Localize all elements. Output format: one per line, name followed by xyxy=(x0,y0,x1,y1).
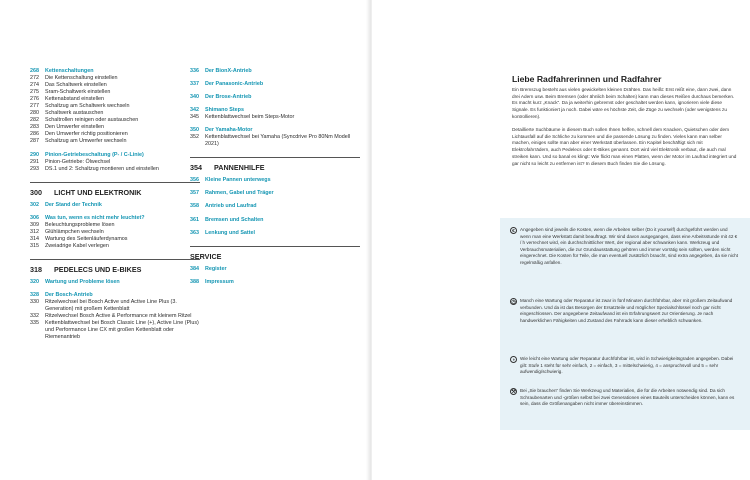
toc-section-entry xyxy=(190,127,358,134)
toc-page-number: 336 xyxy=(190,68,199,74)
toc-entry-title: Schaltzug am Umwerfer wechseln xyxy=(45,138,127,145)
toc-page-number: 357 xyxy=(190,190,199,197)
toc-page-number: 312 xyxy=(30,228,39,235)
chapter-divider xyxy=(30,182,200,183)
legend-item-tools xyxy=(510,388,738,408)
toc-page-number: 330 xyxy=(30,299,39,306)
toc-page xyxy=(0,0,370,480)
toc-page-number: 275 xyxy=(30,89,39,96)
toc-entry-title: Kettenblattwechsel bei Bosch Classic Line (+), Active Line (Plus) und Performance Line CX mit großen Kettenblatt oder Riemenantrieb xyxy=(45,320,199,341)
toc-entry-title: Kleine Pannen unterwegs xyxy=(205,177,271,184)
toc-page-number: 342 xyxy=(190,107,199,114)
toc-entry-title: Der Panasonic-Antrieb xyxy=(205,81,264,88)
toc-entry xyxy=(30,138,200,145)
toc-column-1 xyxy=(30,68,200,341)
toc-entry-title: Glühlämpchen wechseln xyxy=(45,228,104,235)
toc-page-number: 290 xyxy=(30,151,39,158)
toc-page-number: 356 xyxy=(190,177,199,184)
chapter-divider xyxy=(190,246,360,247)
toc-entry-title: Der Yamaha-Motor xyxy=(205,127,253,134)
toc-page-number: 363 xyxy=(190,229,199,236)
toc-entry-title: Pinion-Getriebeschaltung (P- / C-Linie) xyxy=(45,151,144,158)
legend-text: Bei „Sie brauchen“ finden Sie Werkzeug und Materialien, die für die Arbeiten notwendig sind. Da sich Schraubenarten und -größen selbst bei zwei Generationen eines Bauteils unterscheiden können, kann es sein, dass die Größenangaben nicht immer übereinstimmen. xyxy=(520,388,735,407)
legend-item-time xyxy=(510,298,738,324)
toc-page-number: 328 xyxy=(30,291,39,298)
toc-page-number: 272 xyxy=(30,75,39,82)
chapter-divider xyxy=(190,157,360,158)
legend-infobox xyxy=(500,218,750,430)
chapter-page-number: 318 xyxy=(30,264,42,274)
toc-entry xyxy=(30,110,200,117)
euro-icon: € xyxy=(510,227,517,234)
toc-entry xyxy=(30,222,200,229)
toc-page-number: 276 xyxy=(30,96,39,103)
toc-page-number: 352 xyxy=(190,134,199,141)
toc-section-entry xyxy=(30,279,200,286)
toc-entry-title: Pinion-Getriebe: Ölwechsel xyxy=(45,158,111,165)
toc-page-number: 268 xyxy=(30,68,39,74)
toc-entry-title: Die Kettenschaltung einstellen xyxy=(45,75,118,82)
toc-section-entry xyxy=(30,202,200,209)
toc-entry-title: DS.1 und 2: Schaltzug montieren und einstellen xyxy=(45,165,159,172)
toc-entry xyxy=(30,124,200,131)
toc-entry xyxy=(30,229,200,236)
toc-page-number: 286 xyxy=(30,131,39,138)
toc-page-number: 388 xyxy=(190,278,199,285)
foreword-body xyxy=(512,87,738,174)
toc-section-entry xyxy=(190,230,358,237)
toc-page-number: 287 xyxy=(30,138,39,145)
toc-section-entry xyxy=(190,81,358,88)
toc-page-number: 274 xyxy=(30,82,39,89)
toc-page-number: 315 xyxy=(30,242,39,249)
toc-entry-title: Kettenabstand einstellen xyxy=(45,96,105,103)
toc-entry-title: Den Umwerfer richtig positionieren xyxy=(45,131,128,138)
toc-entry xyxy=(30,159,200,166)
toc-page-number: 309 xyxy=(30,221,39,228)
chapter-divider xyxy=(30,259,200,260)
toc-page-number: 306 xyxy=(30,214,39,221)
toc-page-number: 345 xyxy=(190,114,199,121)
toc-entry-title: Register xyxy=(205,265,227,272)
toc-entry-title: Zweiadrige Kabel verlegen xyxy=(45,242,109,249)
toc-entry-title: Rahmen, Gabel und Träger xyxy=(205,190,274,197)
toc-entry xyxy=(30,89,200,96)
foreword-paragraph: Ein Bremszug besteht aus vielen gewickelten kleinen Drähten. Das heißt: Erst reißt eine, dann zwei, dann drei Adern usw. Beim Bremsen (oder ähnlich beim Schalten) kann man dieses Reißen durchaus bemerken. Es macht kurz „Knack“. Da ja weiterhin gebremst oder geschaltet werden kann, ignorieren viele diese Signale. Es funktioniert ja noch. Dabei wäre es höchste Zeit, die Züge zu wechseln (oder wenigstens zu kontrollieren). xyxy=(512,87,735,119)
toc-entry-title: Schaltwerk austauschen xyxy=(45,110,104,117)
toc-section-entry xyxy=(190,177,358,184)
toc-entry-title: Lenkung und Sattel xyxy=(205,229,256,236)
toc-entry xyxy=(190,114,358,121)
toc-page-number: 361 xyxy=(190,216,199,223)
toc-chapter-heading xyxy=(190,163,358,173)
chapter-title: SERVICE xyxy=(190,251,222,261)
toc-section-entry xyxy=(190,107,358,114)
toc-entry-title: Der Stand der Technik xyxy=(45,201,102,208)
toc-entry-title: Ritzelwechsel Bosch Active & Performance mit kleinem Ritzel xyxy=(45,313,192,320)
toc-entry xyxy=(30,243,200,250)
foreword-page xyxy=(372,0,750,480)
toc-entry xyxy=(30,131,200,138)
foreword-title: Liebe Radfahrerinnen und Radfahrer xyxy=(512,74,662,84)
toc-page-number: 335 xyxy=(30,320,39,327)
toc-chapter-heading xyxy=(30,265,200,275)
chapter-page-number: 354 xyxy=(190,163,202,173)
toc-page-number: 282 xyxy=(30,117,39,124)
toc-entry-title: Schaltzug am Schaltwerk wechseln xyxy=(45,103,130,110)
toc-entry-title: Den Umwerfer einstellen xyxy=(45,124,105,131)
toc-section-entry xyxy=(30,292,200,299)
toc-page-number: 291 xyxy=(30,158,39,165)
foreword-paragraph: Detaillierte Suchbäume in diesem Buch sollen Ihnen helfen, schnell dem Knacken, Quietschen oder dem Lichtausfall auf die Schliche zu kommen und die passende Lösung zu finden. Vieles kann man selber machen, einiges sollte man aber einer Werkstatt überlassen. Ein Kapitel beschäftigt sich mit Elektrofahrrädern, auch Pedelecs oder E-Bikes genannt. Dort wird viel Elektronik verbaut, die auch mal streiken kann. Und so banal es klingt: Wie flickt man einen Platten, wenn der Motor im Laufrad integriert und gar nicht so leicht zu entfernen ist? In diesem Buch finden Sie die Lösung. xyxy=(512,127,737,166)
toc-entry-title: Beleuchtungsprobleme lösen xyxy=(45,221,115,228)
toc-column-2 xyxy=(190,68,358,286)
toc-section-entry xyxy=(190,68,358,75)
toc-chapter-heading xyxy=(30,188,200,198)
toc-entry-title: Schaltrollen reinigen oder austauschen xyxy=(45,117,139,124)
toc-entry-title: Ritzelwechsel bei Bosch Active und Active Line Plus (3. Generation) mit großem Kettenblatt xyxy=(45,299,177,313)
toc-page-number: 283 xyxy=(30,124,39,131)
legend-text: Manch eine Wartung oder Reparatur ist zwar in fünf Minuten durchführbar, aber mit großem Zeitaufwand verbunden. Und da ist das Besorgen der Ersatzteile und möglicher Spezialschlüssel noch gar nicht eingeschlossen. Der angegebene Zeitaufwand ist ein Erfahrungswert zur Orientierung. Je nach handwerklichen Fähigkeiten und Zustand des Fahrrads kann dieser erheblich schwanken. xyxy=(520,298,733,323)
chapter-title: PEDELECS UND E-BIKES xyxy=(54,264,142,274)
toc-entry-title: Kettenschaltungen xyxy=(45,68,94,74)
toc-entry xyxy=(30,299,200,313)
toc-entry-title: Wartung und Probleme lösen xyxy=(45,278,120,285)
toc-page-number: 340 xyxy=(190,94,199,101)
difficulty-icon: ◑ xyxy=(510,356,517,363)
toc-entry-title: Impressum xyxy=(205,278,234,285)
toc-entry-title: Das Schaltwerk einstellen xyxy=(45,82,107,89)
toc-page-number: 280 xyxy=(30,110,39,117)
toc-entry-title: Der Bosch-Antrieb xyxy=(45,291,93,298)
toc-section-entry xyxy=(190,279,358,286)
toc-entry xyxy=(30,103,200,110)
toc-entry xyxy=(30,96,200,103)
legend-text: Wie leicht eine Wartung oder Reparatur durchführbar ist, wird in Schwierigkeitsgraden angegeben. Dabei gilt: Stufe 1 steht für sehr einfach, 2 = einfach, 3 = mittelschwierig, 4 = anspruchsvoll und 5 = sehr aufwendig/schwierig. xyxy=(520,356,734,375)
toc-section-entry xyxy=(30,68,200,75)
toc-page-number: 358 xyxy=(190,203,199,210)
toc-entry xyxy=(30,117,200,124)
legend-item-difficulty xyxy=(510,356,738,376)
toc-entry-title: Kettenblattwechsel beim Steps-Motor xyxy=(205,114,295,121)
chapter-title: PANNENHILFE xyxy=(214,163,265,173)
toc-page-number: 314 xyxy=(30,235,39,242)
toc-page-number: 320 xyxy=(30,278,39,285)
toc-page-number: 332 xyxy=(30,313,39,320)
legend-text: Angegeben sind jeweils die Kosten, wenn die Arbeiten selber (Do it yourself) durchgeführt werden und wenn man eine Werkstatt damit beauftragt. Wir sind davon ausgegangen, dass eine Arbeitsstunde mit 42 € / h verrechnet wird, ein durchschnittlicher Wert, der regional aber schwanken kann. Werkzeug und Verbrauchsmaterialien, die zur Grundausstattung gehören und immer vorrätig sein sollten, werden nicht eingerechnet. Die Kosten für Teile, die man eventuell zusätzlich braucht, sind extra angegeben, da sie nicht regelmäßig anfallen. xyxy=(520,227,738,265)
toc-section-entry xyxy=(30,215,200,222)
chapter-title: LICHT UND ELEKTRONIK xyxy=(54,187,142,197)
toc-section-entry xyxy=(190,266,358,273)
clock-icon: ◷ xyxy=(511,300,516,305)
legend-item-costs xyxy=(510,227,738,266)
toc-entry-title: Sram-Schaltwerk einstellen xyxy=(45,89,111,96)
toc-entry xyxy=(30,75,200,82)
toc-entry-title: Shimano Steps xyxy=(205,107,244,114)
toc-entry xyxy=(30,82,200,89)
toc-entry xyxy=(30,320,200,341)
toc-entry xyxy=(30,236,200,243)
toc-entry-title: Antrieb und Laufrad xyxy=(205,203,257,210)
toc-entry-title: Bremsen und Schalten xyxy=(205,216,264,223)
toc-entry-title: Was tun, wenn es nicht mehr leuchtet? xyxy=(45,214,145,221)
tools-icon: ⚒ xyxy=(511,390,516,395)
toc-section-entry xyxy=(30,152,200,159)
toc-section-entry xyxy=(190,217,358,224)
toc-page-number: 337 xyxy=(190,81,199,88)
toc-section-entry xyxy=(190,190,358,197)
toc-chapter-heading xyxy=(190,252,358,262)
toc-entry-title: Der Brose-Antrieb xyxy=(205,94,252,101)
toc-page-number: 350 xyxy=(190,127,199,134)
toc-entry-title: Der BionX-Antrieb xyxy=(205,68,252,74)
toc-entry xyxy=(30,313,200,320)
toc-page-number: 277 xyxy=(30,103,39,110)
toc-page-number: 293 xyxy=(30,165,39,172)
toc-entry-title: Wartung des Seitenläuferdynamos xyxy=(45,235,128,242)
toc-section-entry xyxy=(190,203,358,210)
toc-entry-title: Kettenblattwechsel bei Yamaha (Syncdrive Pro 80Nm Modell 2021) xyxy=(205,134,351,148)
toc-entry xyxy=(190,134,358,148)
toc-page-number: 302 xyxy=(30,201,39,208)
chapter-page-number: 300 xyxy=(30,187,42,197)
toc-entry xyxy=(30,166,200,173)
toc-section-entry xyxy=(190,94,358,101)
toc-page-number: 384 xyxy=(190,265,199,272)
